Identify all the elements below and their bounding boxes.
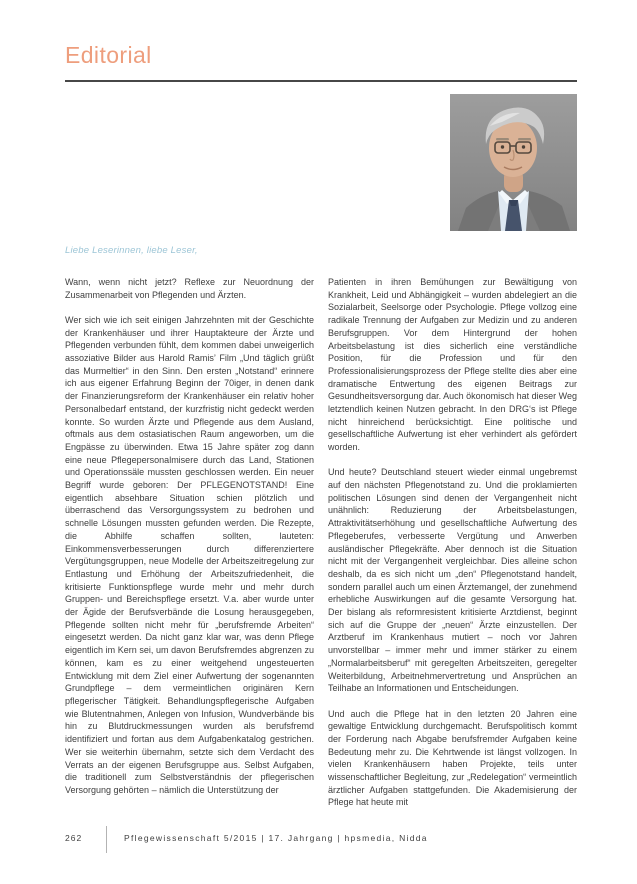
right-column [328, 276, 577, 818]
intro-paragraph: Wann, wenn nicht jetzt? Reflexe zur Neuordnung der Zusammenarbeit von Pflegenden und Ärzten. [65, 277, 314, 300]
portrait-illustration [450, 94, 577, 231]
body-paragraph: Wer sich wie ich seit einigen Jahrzehnten mit der Geschichte der Krankenhäuser und ihrer Hauptakteure der Ärzte und Pflegenden verbunden fühlt, dem kommen dabei unweigerlich assoziative Bilder aus Harold Ramis’ Film „Und täglich grüßt das Murmeltier“ in den Sinn. Den ersten „Notstand“ erinnere ich aus eigener Erfahrung Beginn der 70iger, in denen dank der Finanzierungsreform der Krankenhäuser ein relativ hoher Personalbedarf entstand, der kurzfristig nicht gedeckt werden konnte. So wurden Ärzte und Pflegende aus dem Ausland, oftmals aus dem ostasiatischen Raum angeworben, um die Engpässe zu überwinden. Etwa 15 Jahre später zog dann eine neue Pflegepersonalmisere durch das Land, Stationen und Operationssäle mussten geschlossen werden. Ein neuer Begriff wurde geboren: Der PFLEGENOTSTAND! Eine eigentlich absehbare Situation schien plötzlich und überraschend das Versorgungssystem zu bedrohen und schnelle Lösungen mussten gefunden werden. Die Rezepte, die Abhilfe schaffen sollten, lauteten: Einkommensverbesserungen durch differenziertere Vergütungsgruppen, neue Modelle der Arbeitszeitregelung zur Entlastung und Erhöhung der Arbeitszufriedenheit, die kritisierte Funktionspflege wurde mehr und mehr durch Gruppen- und Bereichspflege ersetzt. V.a. aber wurde unter der Ägide der Berufsverbände die Losung herausgegeben, Pflegende sollten nicht mehr für „berufsfremde Arbeiten“ eingesetzt werden. Da nicht ganz klar war, was denn Pflege eigentlich im Kern sei, um davon Berufsfremdes abgrenzen zu können, kam es zu einer weitgehend ungesteuerten Entwicklung mit dem Ziel einer Aufwertung der sogenannten Grundpflege – dem vermeintlichen originären Kern pflegerischer Tätigkeit. Behandlungspflegerische Aufgaben wie Blutentnahmen, Anlegen von Infusion, Wundverbände bis hin zu Blutdruckmessungen wurden als berufsfremd identifiziert und fortan aus dem Aufgabenkatalog gestrichen. Wer sie weiterhin übernahm, setzte sich dem Verdacht des Verrats an der eigenen Berufsgruppe aus. Selbst Aufgaben, die traditionell zum Selbstverständnis der pflegerischen Versorgung gehörten – nämlich die Unterstützung der [65, 314, 314, 795]
article-body [65, 276, 577, 818]
page-title: Editorial [65, 42, 152, 68]
editor-portrait-photo [450, 94, 577, 231]
page-number: 262 [65, 833, 83, 843]
footer-divider [106, 826, 107, 853]
left-column [65, 276, 314, 818]
greeting: Liebe Leserinnen, liebe Leser, [65, 245, 198, 256]
title-rule [65, 80, 577, 82]
body-paragraph: Patienten in ihren Bemühungen zur Bewältigung von Krankheit, Leid und Abhängigkeit – wurden abdelegiert an die Sozialarbeit, Seelsorge oder Psychologie. Pflege vollzog eine radikale Trennung der Aufgaben zur Medizin und zu anderen Berufsgruppen. Vor dem Hintergrund der hohen Arbeitsbelastung ist dies sicherlich eine verständliche Position, für die Profession und für den Professionalisierungsprozess der Pflege stellte dies aber eine dramatische Entwertung des eigenen Beitrags zur Gesundheitsversorgung dar. Auch ökonomisch hat dieser Weg letztendlich keinen Nutzen gebracht. In den DRG‘s ist Pflege nicht hinreichend berücksichtigt. Eine politische und gesellschaftliche Aufwertung ist eher verhindert als gefördert worden. [328, 277, 577, 453]
page-footer [0, 828, 637, 868]
journal-info: Pflegewissenschaft 5/2015 | 17. Jahrgang | hpsmedia, Nidda [124, 833, 428, 843]
body-paragraph: Und heute? Deutschland steuert wieder einmal ungebremst auf den nächsten Pflegenotstand zu. Und die proklamierten politischen Lösungen sind denen der Vergangenheit nicht unähnlich: Reduzierung der Arbeitsbelastungen, Attraktivitätserhöhung und gesellschaftliche Aufwertung des Pflegeberufes, verbesserte Vergütung und Anwerben ausländischer Pflegekräfte. Aber dennoch ist die Situation nicht mit der Vergangenheit vergleichbar. Dies alleine schon deshalb, da es sich nicht um „den“ Pflegenotstand handelt, sondern parallel auch um einen Ärztemangel, der zunehmend erhebliche Auswirkungen auf die gesamte Versorgung hat. Der bislang als reformresistent kritisierte Arztdienst, beginnt sich auf die Gruppe der „neuen“ Ärzte einzustellen. Der Arztberuf im Krankenhaus mutiert – noch vor Jahren unvorstellbar – immer mehr und immer stärker zu einem „Normalarbeitsberuf“ mit geregelten Arbeitszeiten, geregelter Weiterbildung, Arbeitnehmervertretung und Ansprüchen an Teilhabe an Informationen und Entscheidungen. [328, 467, 577, 694]
body-paragraph: Und auch die Pflege hat in den letzten 20 Jahren eine gewaltige Entwicklung durchgemacht. Berufspolitisch kommt der Forderung nach Abgabe berufsfremder Aufgaben keine Bedeutung mehr zu. Die Kehrtwende ist längst vollzogen. In vielen Krankenhäusern haben Projekte, teils unter wissenschaftlicher Begleitung, zur „Redelegation“ vermeintlich ärztlicher Aufgaben stattgefunden. Die Akademisierung der Pflege hat heute mit [328, 708, 577, 808]
